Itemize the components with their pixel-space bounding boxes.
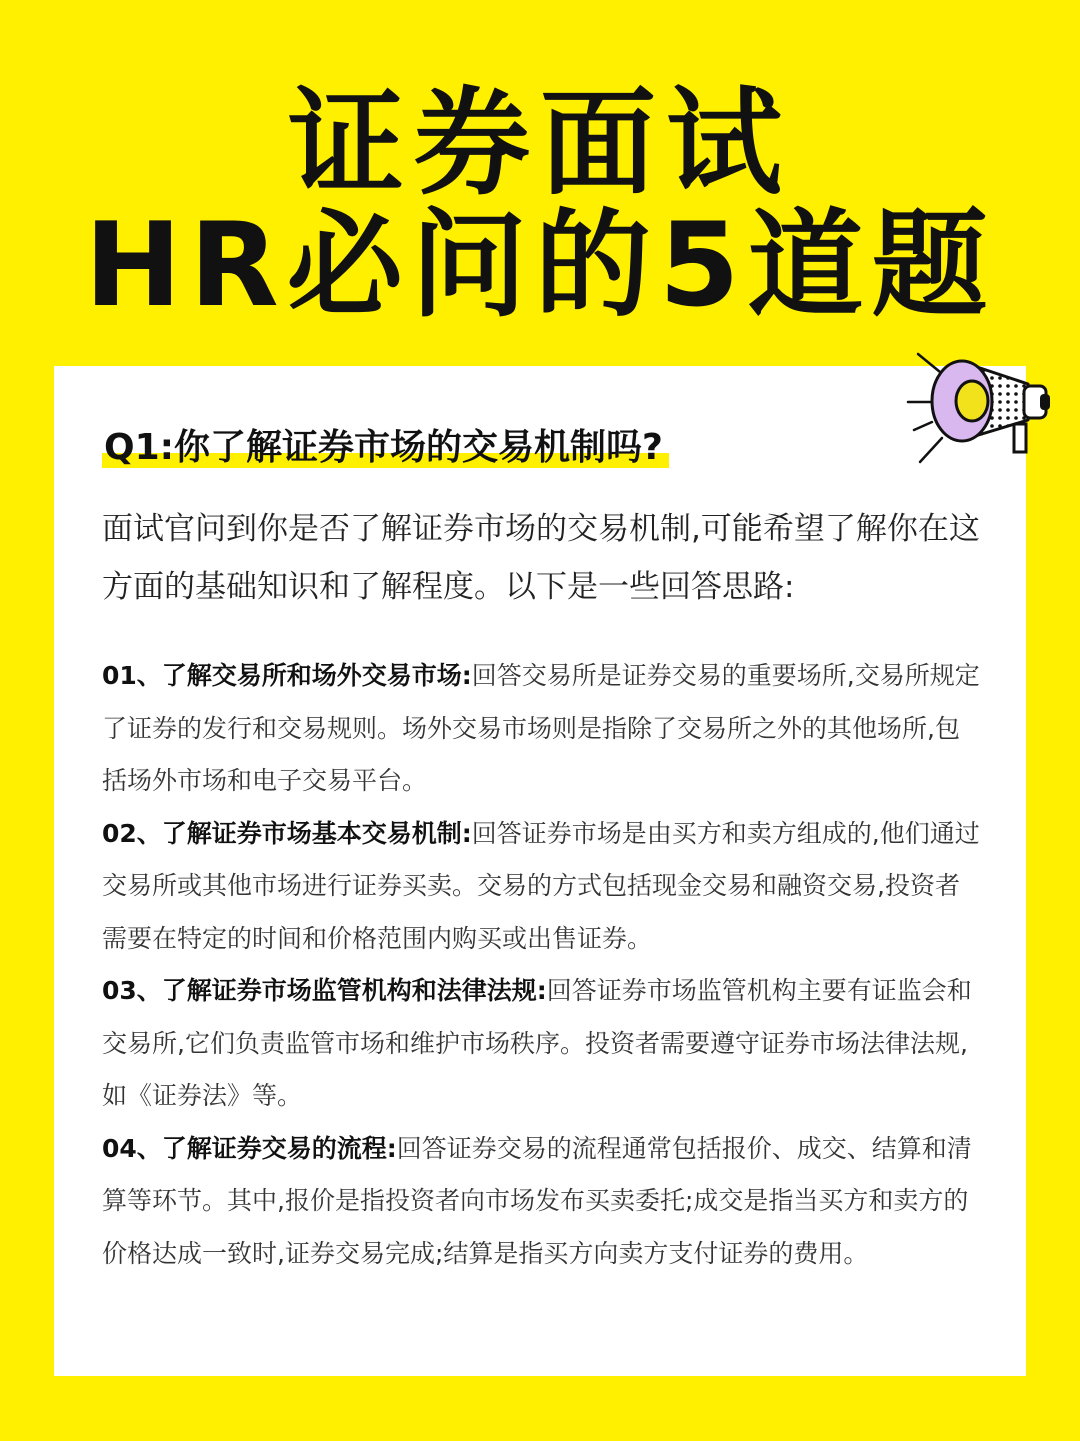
page-title-line-1: 证券面试 bbox=[288, 76, 792, 211]
answer-point-label: 03、了解证券市场监管机构和法律法规: bbox=[102, 976, 547, 1005]
answer-point-label: 04、了解证券交易的流程: bbox=[102, 1133, 397, 1163]
answer-point bbox=[102, 808, 982, 966]
answer-point-text: 回答证券市场是由买方和卖方组成的,他们通过交易所或其他市场进行证券买卖。交易的方式包括现金交易和融资交易,投资者需要在特定的时间和价格范围内购买或出售证券。 bbox=[102, 818, 980, 953]
answer-point bbox=[102, 1123, 982, 1281]
question-heading bbox=[102, 422, 669, 474]
content-card bbox=[54, 366, 1026, 1376]
megaphone-icon bbox=[900, 334, 1060, 474]
answer-point-text: 回答交易所是证券交易的重要场所,交易所规定了证券的发行和交易规则。场外交易市场则是指除了交易所之外的其他场所,包括场外市场和电子交易平台。 bbox=[102, 661, 980, 795]
answer-point-text: 回答证券市场监管机构主要有证监会和交易所,它们负责监管市场和维护市场秩序。投资者需要遵守证券市场法律法规,如《证券法》等。 bbox=[102, 976, 972, 1110]
answer-point-label: 01、了解交易所和场外交易市场: bbox=[102, 661, 472, 690]
question-text: Q1:你了解证券市场的交易机制吗? bbox=[102, 427, 669, 468]
answer-point bbox=[102, 965, 982, 1123]
answer-point-text: 回答证券交易的流程通常包括报价、成交、结算和清算等环节。其中,报价是指投资者向市场发布买卖委托;成交是指当买方和卖方的价格达成一致时,证券交易完成;结算是指买方向卖方支付证券的费用。 bbox=[102, 1133, 972, 1268]
answer-point-label: 02、了解证券市场基本交易机制: bbox=[102, 818, 472, 848]
page-title-line-2: HR必问的5道题 bbox=[84, 198, 996, 333]
intro-paragraph: 面试官问到你是否了解证券市场的交易机制,可能希望了解你在这方面的基础知识和了解程度。以下是一些回答思路: bbox=[102, 511, 980, 605]
answer-point bbox=[102, 650, 982, 808]
answer-points bbox=[102, 650, 982, 1280]
